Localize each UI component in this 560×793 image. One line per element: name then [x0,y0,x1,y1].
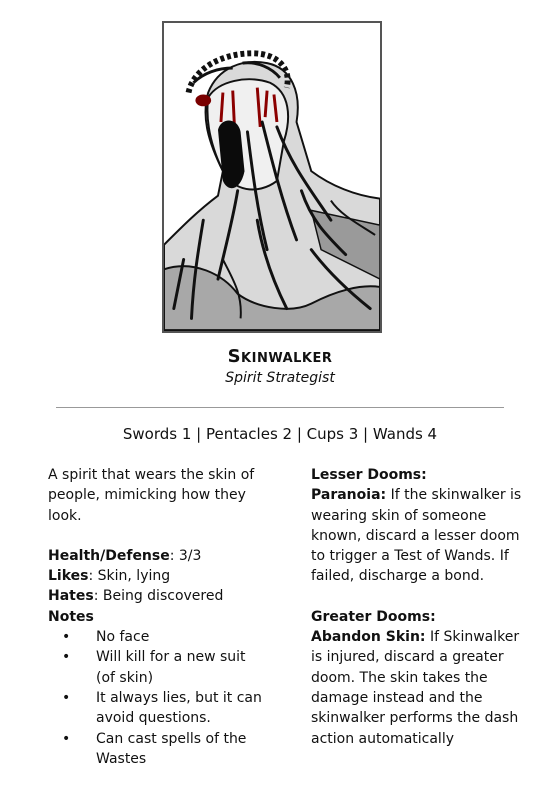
list-item [48,647,268,688]
list-item [48,729,268,770]
hates-label: Hates [48,588,94,605]
bullet-icon: • [62,629,71,646]
bullet-icon: • [62,730,71,747]
hates-value: : Being discovered [93,588,224,605]
description: A spirit that wears the skin of people, mimicking how they look. [48,467,255,524]
note-text: Can cast spells of the Wastes [96,730,247,767]
bullet-icon: • [62,649,71,666]
divider [56,407,504,408]
bullet-icon: • [62,689,71,706]
likes-value: : Skin, lying [88,568,171,585]
note-text: Will kill for a new suit (of skin) [96,649,246,686]
greater-doom-text: If Skinwalker is injured, discard a greater doom. The skin takes the damage instead and the skinwalker performs the dash action automatically [311,629,520,747]
lesser-doom-entry [311,485,526,586]
health-label: Health/Defense [48,547,170,564]
card-name: Skinwalker [227,346,333,367]
right-column [311,465,526,749]
lesser-doom-name: Paranoia: [311,487,387,504]
note-text: It always lies, but it can avoid questions. [96,689,262,727]
notes-list [48,627,268,769]
lesser-doom-text: If the skinwalker is wearing skin of someone known, discard a lesser doom to trigger a Test of Wands. If failed, discharge a bond. [311,487,522,585]
greater-dooms-heading [311,607,526,627]
notes-heading [48,607,268,627]
left-column [48,465,268,769]
greater-doom-name: Abandon Skin: [311,629,426,646]
list-item [48,688,268,729]
greater-dooms-label: Greater Dooms: [311,608,436,625]
list-item [48,627,268,647]
lesser-dooms-heading [311,465,526,485]
hates-stat [48,586,268,606]
health-value: : 3/3 [169,547,202,564]
lesser-dooms-label: Lesser Dooms: [311,467,427,483]
creature-illustration [162,21,382,333]
suit-stats: Swords 1 | Pentacles 2 | Cups 3 | Wands 4 [122,425,438,443]
greater-doom-entry [311,627,526,749]
likes-label: Likes [48,568,89,585]
health-stat [48,546,268,566]
note-text: No face [96,629,150,646]
card-subtitle: Spirit Strategist [225,370,335,386]
notes-label: Notes [48,608,94,625]
likes-stat [48,566,268,586]
